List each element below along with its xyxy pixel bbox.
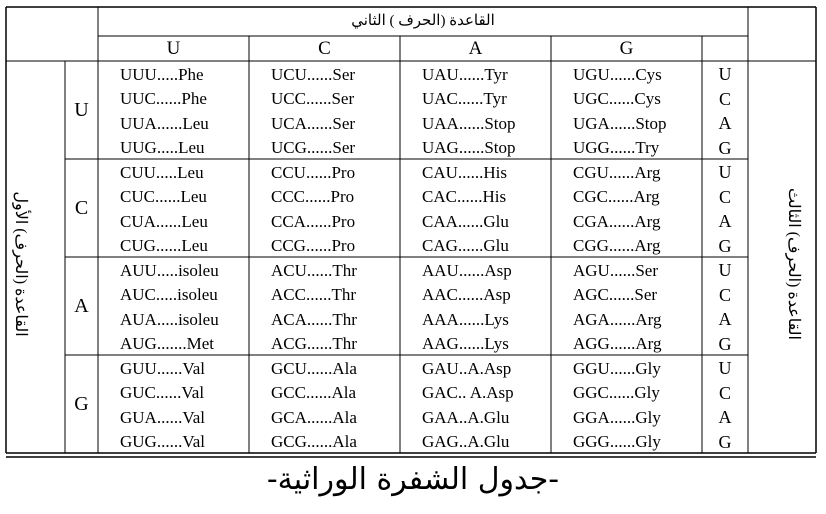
third-base-letter: U: [718, 260, 732, 281]
column-header-g: G: [619, 38, 634, 59]
codon-cell: GUU......Val: [120, 358, 205, 378]
second-base-title: القاعدة (الحرف ) الثاني: [351, 12, 495, 29]
third-base-letter: U: [718, 162, 732, 183]
third-base-letter: A: [718, 211, 732, 232]
codon-cell: CUG......Leu: [120, 236, 208, 256]
codon-cell: CGU......Arg: [573, 162, 661, 182]
codon-cell: AAC......Asp: [422, 285, 511, 305]
codon-cell: ACU......Thr: [271, 260, 357, 280]
codon-cell: CCU......Pro: [271, 162, 356, 182]
third-base-letter: G: [718, 137, 732, 158]
codon-cell: CUC......Leu: [120, 187, 207, 207]
codon-cell: CGG......Arg: [573, 236, 661, 256]
codon-cell: AGG......Arg: [573, 334, 662, 354]
codon-cell: ACA......Thr: [271, 309, 357, 329]
codon-cell: UGC......Cys: [573, 89, 661, 109]
codon-cell: UCA......Ser: [271, 113, 356, 133]
codon-cell: UCU......Ser: [271, 64, 356, 84]
codon-cell: UGA......Stop: [573, 113, 667, 133]
codon-cell: UCC......Ser: [271, 89, 355, 109]
codon-cell: AGU......Ser: [573, 260, 658, 280]
codon-cell: GUC......Val: [120, 383, 205, 403]
codon-cell: AUG.......Met: [120, 334, 214, 354]
codon-cell: AUA.....isoleu: [120, 309, 219, 329]
codon-cell: UUA......Leu: [120, 113, 209, 133]
codon-cell: CUU.....Leu: [120, 162, 204, 182]
third-base-letter: C: [718, 186, 731, 207]
codon-cell: GCU......Ala: [271, 358, 357, 378]
codon-cell: GAC.. A.Asp: [422, 383, 514, 403]
column-header-u: U: [166, 38, 181, 59]
third-base-label: القاعدة (الحرف) الثالث: [785, 188, 802, 340]
codon-cell: AGC......Ser: [573, 285, 658, 305]
first-base-a: A: [74, 295, 89, 317]
codon-cell: CCG......Pro: [271, 236, 356, 256]
codon-cell: AAA......Lys: [422, 309, 509, 329]
first-base-g: G: [74, 393, 89, 415]
codon-cell: UGG......Try: [573, 138, 660, 158]
codon-cell: CCC......Pro: [271, 187, 355, 207]
codon-cell: UAG......Stop: [422, 138, 516, 158]
codon-cell: UAC......Tyr: [422, 89, 507, 109]
codon-cell: UCG......Ser: [271, 138, 356, 158]
codon-cell: CUA......Leu: [120, 211, 208, 231]
column-header-c: C: [318, 38, 331, 59]
codon-cell: GUA......Val: [120, 407, 205, 427]
first-base-label: القاعدة (الحرف) الأول: [12, 191, 29, 337]
codon-cell: UGU......Cys: [573, 64, 662, 84]
codon-cell: CGA......Arg: [573, 211, 661, 231]
codon-cell: GCC......Ala: [271, 383, 356, 403]
codon-cell: UAA......Stop: [422, 113, 516, 133]
third-base-letter: A: [718, 407, 732, 428]
codon-cell: ACG......Thr: [271, 334, 357, 354]
codon-cell: GGG......Gly: [573, 432, 661, 452]
codon-cell: ACC......Thr: [271, 285, 356, 305]
codon-cell: AAG......Lys: [422, 334, 509, 354]
codon-cell: GAG..A.Glu: [422, 432, 510, 452]
codon-cell: CAA......Glu: [422, 211, 509, 231]
third-base-letter: C: [718, 382, 731, 403]
codon-cell: UUG.....Leu: [120, 138, 205, 158]
codon-cell: CAG......Glu: [422, 236, 509, 256]
third-base-letter: C: [718, 284, 731, 305]
codon-cell: GGC......Gly: [573, 383, 660, 403]
third-base-letter: C: [718, 88, 731, 109]
genetic-code-table: [5, 6, 817, 459]
codon-cell: GGU......Gly: [573, 358, 661, 378]
codon-cell: AGA......Arg: [573, 309, 662, 329]
codon-cell: AUU.....isoleu: [120, 260, 219, 280]
column-header-a: A: [468, 38, 483, 59]
codon-cell: GUG......Val: [120, 432, 205, 452]
codon-cell: GCA......Ala: [271, 407, 357, 427]
table-caption: -جدول الشفرة الوراثية-: [266, 462, 560, 497]
first-base-c: C: [74, 197, 89, 219]
codon-cell: CCA......Pro: [271, 211, 356, 231]
codon-cell: CAC......His: [422, 187, 507, 207]
third-base-letter: G: [718, 431, 732, 452]
codon-cell: AUC.....isoleu: [120, 285, 218, 305]
third-base-letter: U: [718, 358, 732, 379]
first-base-u: U: [74, 99, 89, 121]
codon-cell: CGC......Arg: [573, 187, 660, 207]
codon-cell: UUC......Phe: [120, 89, 207, 109]
codon-cell: GGA......Gly: [573, 407, 661, 427]
codon-cell: AAU......Asp: [422, 260, 512, 280]
third-base-letter: A: [718, 113, 732, 134]
codon-cell: UUU.....Phe: [120, 64, 204, 84]
third-base-letter: A: [718, 309, 732, 330]
third-base-letter: U: [718, 64, 732, 85]
codon-cell: CAU......His: [422, 162, 508, 182]
codon-cell: GAA..A.Glu: [422, 407, 510, 427]
codon-cell: UAU......Tyr: [422, 64, 508, 84]
third-base-letter: G: [718, 235, 732, 256]
third-base-letter: G: [718, 333, 732, 354]
codon-cell: GAU..A.Asp: [422, 358, 512, 378]
codon-cell: GCG......Ala: [271, 432, 357, 452]
